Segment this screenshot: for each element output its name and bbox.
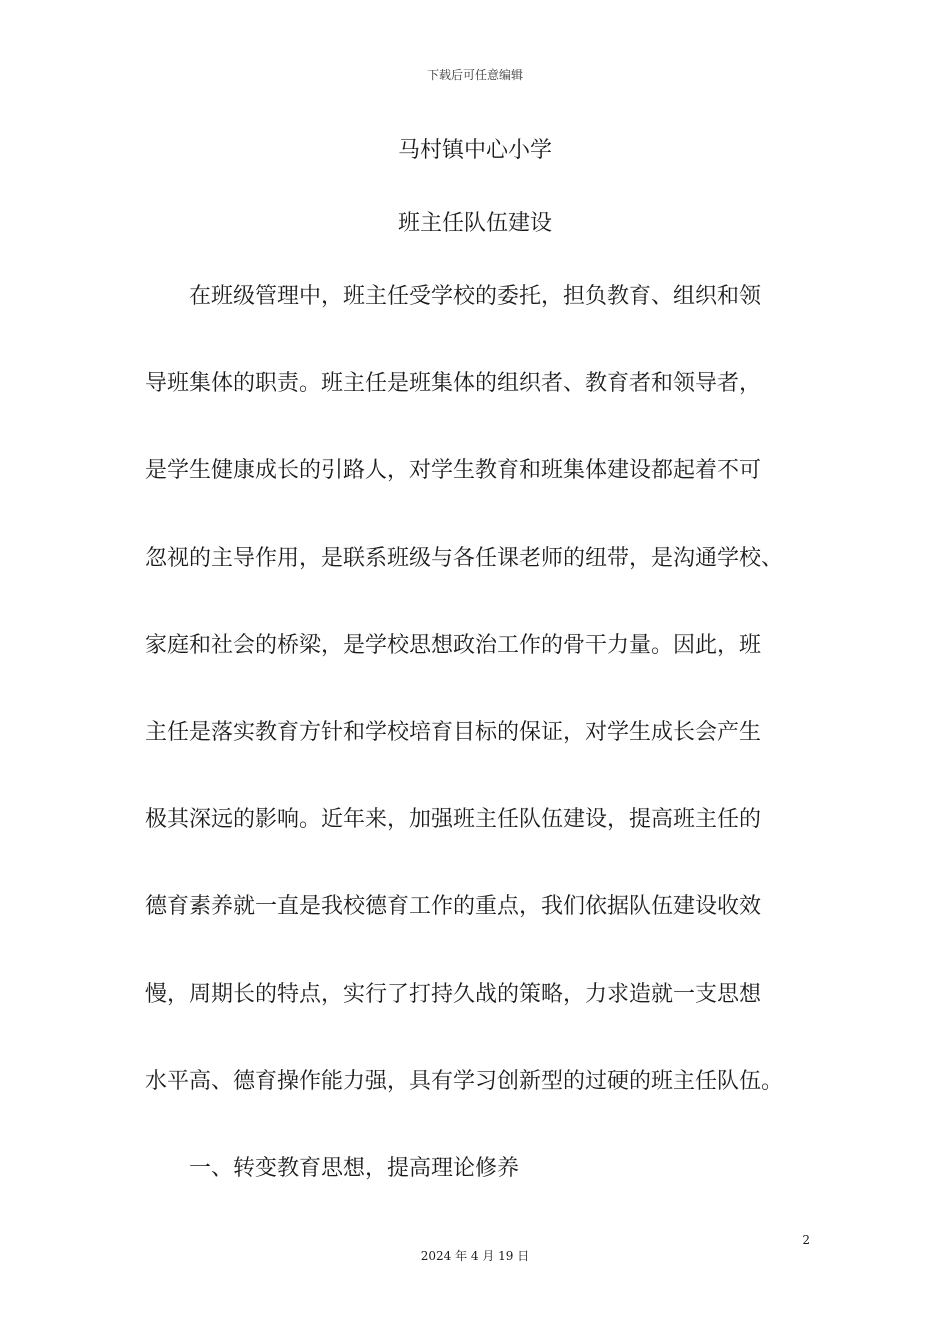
page-number: 2 bbox=[802, 1233, 810, 1247]
document-subtitle: 班主任队伍建设 bbox=[397, 211, 552, 236]
paragraph-line: 水平高、德育操作能力强，具有学习创新型的过硬的班主任队伍。 bbox=[145, 1068, 784, 1094]
document-title: 马村镇中心小学 bbox=[397, 138, 552, 163]
document-body bbox=[145, 280, 825, 1239]
paragraph-line: 家庭和社会的桥梁，是学校思想政治工作的骨干力量。因此，班 bbox=[145, 632, 762, 658]
paragraph-line: 慢，周期长的特点，实行了打持久战的策略，力求造就一支思想 bbox=[145, 981, 762, 1007]
paragraph-line: 在班级管理中，班主任受学校的委托，担负教育、组织和领 bbox=[189, 284, 762, 309]
paragraph-line: 主任是落实教育方针和学校培育目标的保证，对学生成长会产生 bbox=[145, 719, 762, 745]
paragraph-line: 德育素养就一直是我校德育工作的重点，我们依据队伍建设收效 bbox=[145, 894, 762, 920]
paragraph-line: 是学生健康成长的引路人，对学生教育和班集体建设都起着不可 bbox=[145, 458, 762, 484]
paragraph-line: 忽视的主导作用，是联系班级与各任课老师的纽带，是沟通学校、 bbox=[145, 545, 784, 571]
paragraph-line: 极其深远的影响。近年来，加强班主任队伍建设，提高班主任的 bbox=[145, 807, 762, 833]
page-footer-date: 2024 年 4 月 19 日 bbox=[420, 1249, 530, 1263]
section-heading: 一、转变教育思想，提高理论修养 bbox=[189, 1155, 520, 1181]
paragraph-line: 导班集体的职责。班主任是班集体的组织者、教育者和领导者， bbox=[145, 371, 762, 397]
page-header-note: 下载后可任意编辑 bbox=[426, 68, 523, 82]
